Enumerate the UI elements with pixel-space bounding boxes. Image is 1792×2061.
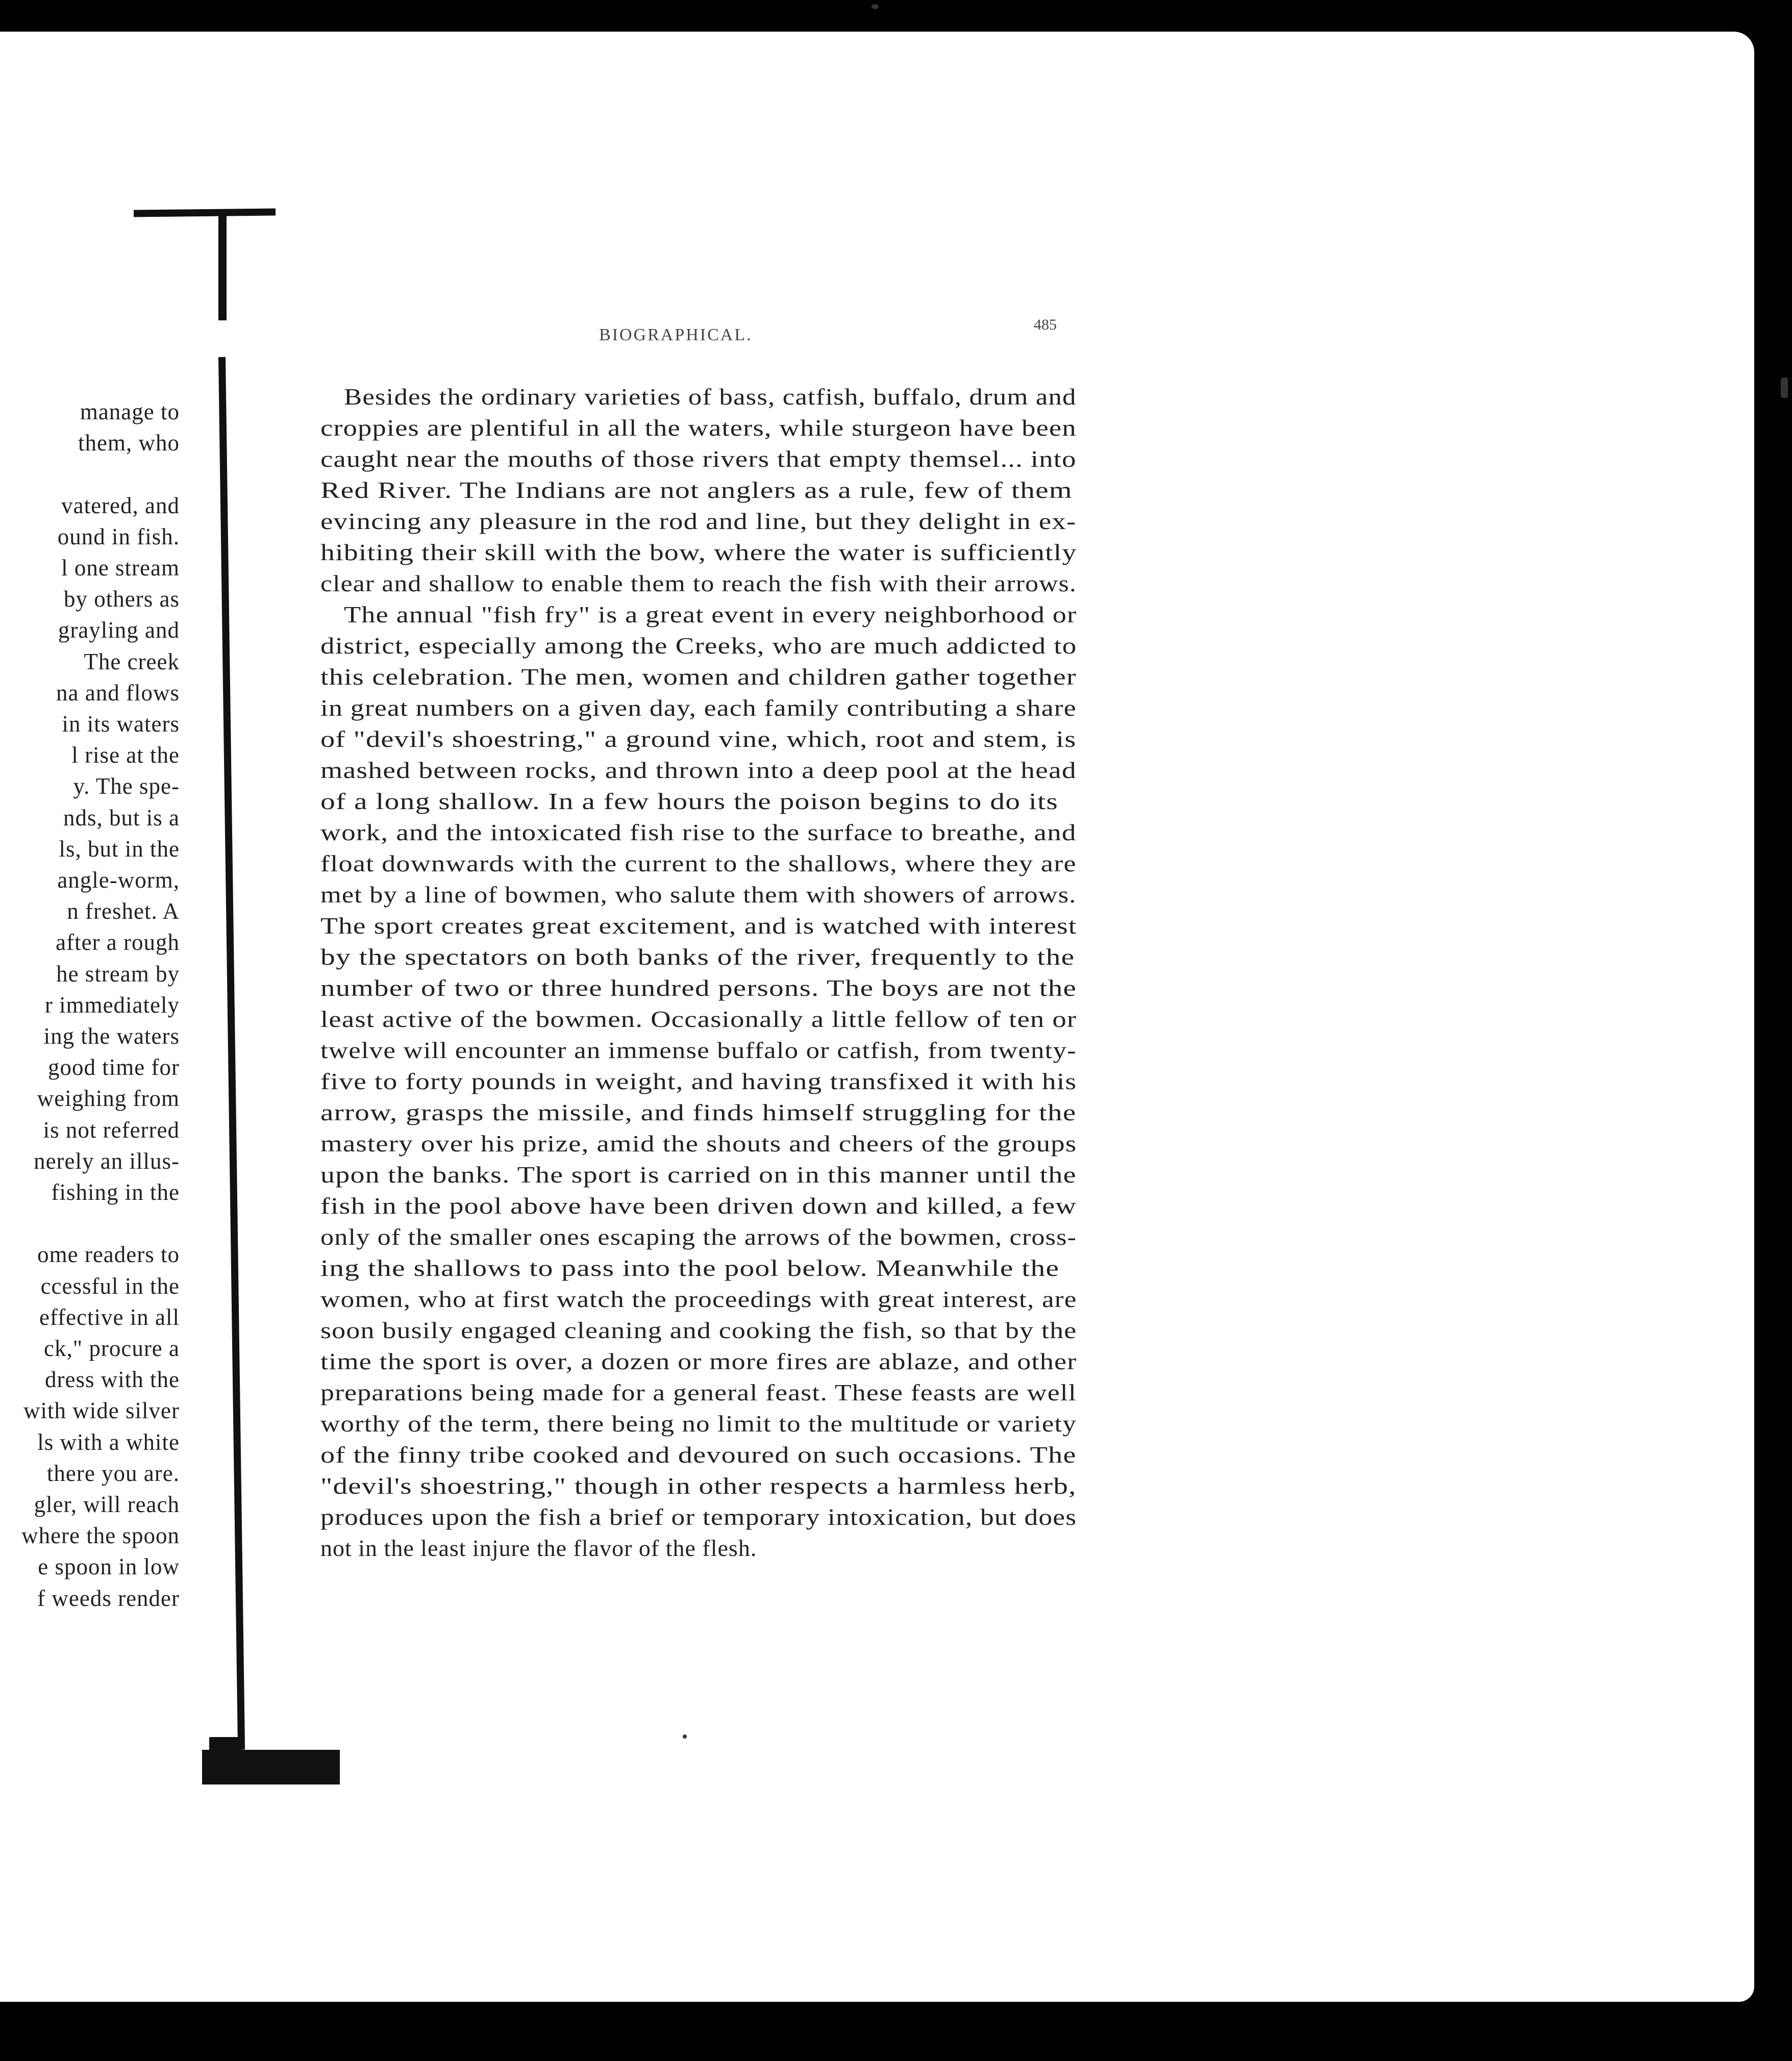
main-text-line: Besides the ordinary varieties of bass, catfish, buffalo, drum and: [344, 384, 1077, 410]
main-text-line: time the sport is over, a dozen or more fires are ablaze, and other: [320, 1348, 1077, 1374]
left-column-line: angle-worm,: [57, 867, 180, 893]
main-text-line: women, who at first watch the proceedings with great interest, are: [320, 1286, 1077, 1312]
left-column-line: there you are.: [46, 1460, 180, 1486]
main-text-line: worthy of the term, there being no limit to the multitude or variety: [320, 1411, 1077, 1437]
left-column-line: good time for: [48, 1054, 180, 1080]
left-column-line: l one stream: [61, 555, 180, 581]
main-text-line: mastery over his prize, amid the shouts and cheers of the groups: [320, 1130, 1077, 1157]
main-text-line: mashed between rocks, and thrown into a deep pool at the head: [320, 757, 1077, 783]
main-text-line: twelve will encounter an immense buffalo or catfish, from twenty-: [320, 1037, 1077, 1063]
left-column-line: vatered, and: [61, 492, 180, 518]
left-column-line: them, who: [78, 430, 180, 456]
left-column-line: e spoon in low: [38, 1554, 180, 1580]
main-text-line: number of two or three hundred persons. The boys are not the: [320, 975, 1077, 1001]
left-column-line: with wide silver: [23, 1398, 180, 1424]
left-column-line: effective in all: [39, 1304, 180, 1330]
main-text-line: Red River. The Indians are not anglers as a rule, few of them: [320, 477, 1073, 503]
left-column-line: nds, but is a: [63, 805, 180, 831]
main-text-line: of "devil's shoestring," a ground vine, which, root and stem, is: [320, 726, 1077, 752]
main-text-line: arrow, grasps the missile, and finds himself struggling for the: [320, 1099, 1077, 1125]
left-column-line: ound in fish.: [57, 523, 180, 549]
left-column-line: ing the waters: [43, 1023, 180, 1049]
gutter-bar-stem-top: [218, 214, 227, 320]
left-column-line: ls, but in the: [59, 836, 180, 862]
running-head: BIOGRAPHICAL.: [599, 325, 753, 344]
left-column-line: gler, will reach: [34, 1492, 180, 1517]
left-column-line: ls with a white: [37, 1429, 180, 1455]
page-number: 485: [1034, 316, 1057, 333]
left-column-line: na and flows: [56, 680, 180, 706]
main-text-line: five to forty pounds in weight, and having transfixed it with his: [320, 1068, 1077, 1094]
gutter-bar-top: [134, 209, 276, 217]
main-text-line: district, especially among the Creeks, who are much addicted to: [320, 633, 1077, 659]
main-text-line: of the finny tribe cooked and devoured on such occasions. The: [320, 1442, 1077, 1468]
left-column-line: weighing from: [37, 1086, 180, 1112]
main-text-line: work, and the intoxicated fish rise to the surface to breathe, and: [320, 819, 1077, 845]
scan-speck: [1781, 378, 1788, 398]
left-column-line: fishing in the: [51, 1179, 180, 1205]
main-text-line: produces upon the fish a brief or temporary intoxication, but does: [320, 1504, 1077, 1530]
main-text-line: "devil's shoestring," though in other respects a harmless herb,: [320, 1473, 1077, 1499]
left-column-line: ome readers to: [37, 1242, 180, 1268]
main-text-line: met by a line of bowmen, who salute them with showers of arrows.: [320, 882, 1077, 908]
left-column-line: ccessful in the: [40, 1273, 180, 1299]
left-column-line: where the spoon: [21, 1523, 180, 1549]
main-text-line: in great numbers on a given day, each family contributing a share: [320, 695, 1077, 721]
main-text-line: preparations being made for a general feast. These feasts are well: [320, 1379, 1077, 1405]
main-text-line: clear and shallow to enable them to reach the fish with their arrows.: [320, 570, 1077, 596]
main-text-line: soon busily engaged cleaning and cooking the fish, so that by the: [320, 1317, 1077, 1343]
left-column-line: y. The spe-: [73, 773, 180, 799]
left-column-line: n freshet. A: [67, 898, 180, 924]
left-column-line: f weeds render: [37, 1585, 180, 1611]
main-text-line: by the spectators on both banks of the river, frequently to the: [320, 944, 1075, 970]
left-column-line: ck," procure a: [44, 1336, 180, 1361]
main-text-line: fish in the pool above have been driven down and killed, a few: [320, 1193, 1077, 1219]
scan-speck: [683, 1735, 687, 1739]
left-column-line: dress with the: [45, 1367, 180, 1393]
left-column-line: nerely an illus-: [34, 1148, 180, 1174]
left-column-line: after a rough: [56, 929, 180, 956]
gutter-bar-bottom: [202, 1750, 340, 1784]
main-text-line: croppies are plentiful in all the waters, while sturgeon have been: [320, 415, 1077, 441]
left-column-line: r immediately: [44, 992, 180, 1018]
left-column-line: is not referred: [43, 1117, 180, 1143]
main-text-line: only of the smaller ones escaping the arrows of the bowmen, cross-: [320, 1224, 1077, 1250]
main-text-line: of a long shallow. In a few hours the poison begins to do its: [320, 788, 1058, 814]
main-text-line: float downwards with the current to the shallows, where they are: [320, 850, 1077, 876]
main-text-line: evincing any pleasure in the rod and line, but they delight in ex-: [320, 508, 1077, 534]
main-text-line: The sport creates great excitement, and is watched with interest: [320, 913, 1077, 939]
main-text-line: this celebration. The men, women and children gather together: [320, 664, 1077, 690]
main-text-line: ing the shallows to pass into the pool below. Meanwhile the: [320, 1255, 1060, 1281]
left-column-line: l rise at the: [71, 742, 180, 768]
main-text-line: not in the least injure the flavor of the flesh.: [320, 1535, 757, 1561]
main-text-line: hibiting their skill with the bow, where the water is sufficiently: [320, 539, 1077, 565]
left-column-line: manage to: [80, 399, 180, 424]
main-text-line: upon the banks. The sport is carried on in this manner until the: [320, 1162, 1077, 1188]
left-column-line: grayling and: [58, 617, 180, 643]
left-column-line: in its waters: [62, 711, 180, 737]
main-text-line: caught near the mouths of those rivers that empty themsel... into: [320, 446, 1077, 472]
left-column-line: The creek: [84, 648, 180, 674]
main-text-line: least active of the bowmen. Occasionally a little fellow of ten or: [320, 1006, 1077, 1032]
main-text-line: The annual "fish fry" is a great event in every neighborhood or: [344, 601, 1077, 627]
left-column-line: he stream by: [56, 961, 180, 987]
scan-speck: [872, 4, 879, 9]
left-column-line: by others as: [64, 586, 180, 612]
